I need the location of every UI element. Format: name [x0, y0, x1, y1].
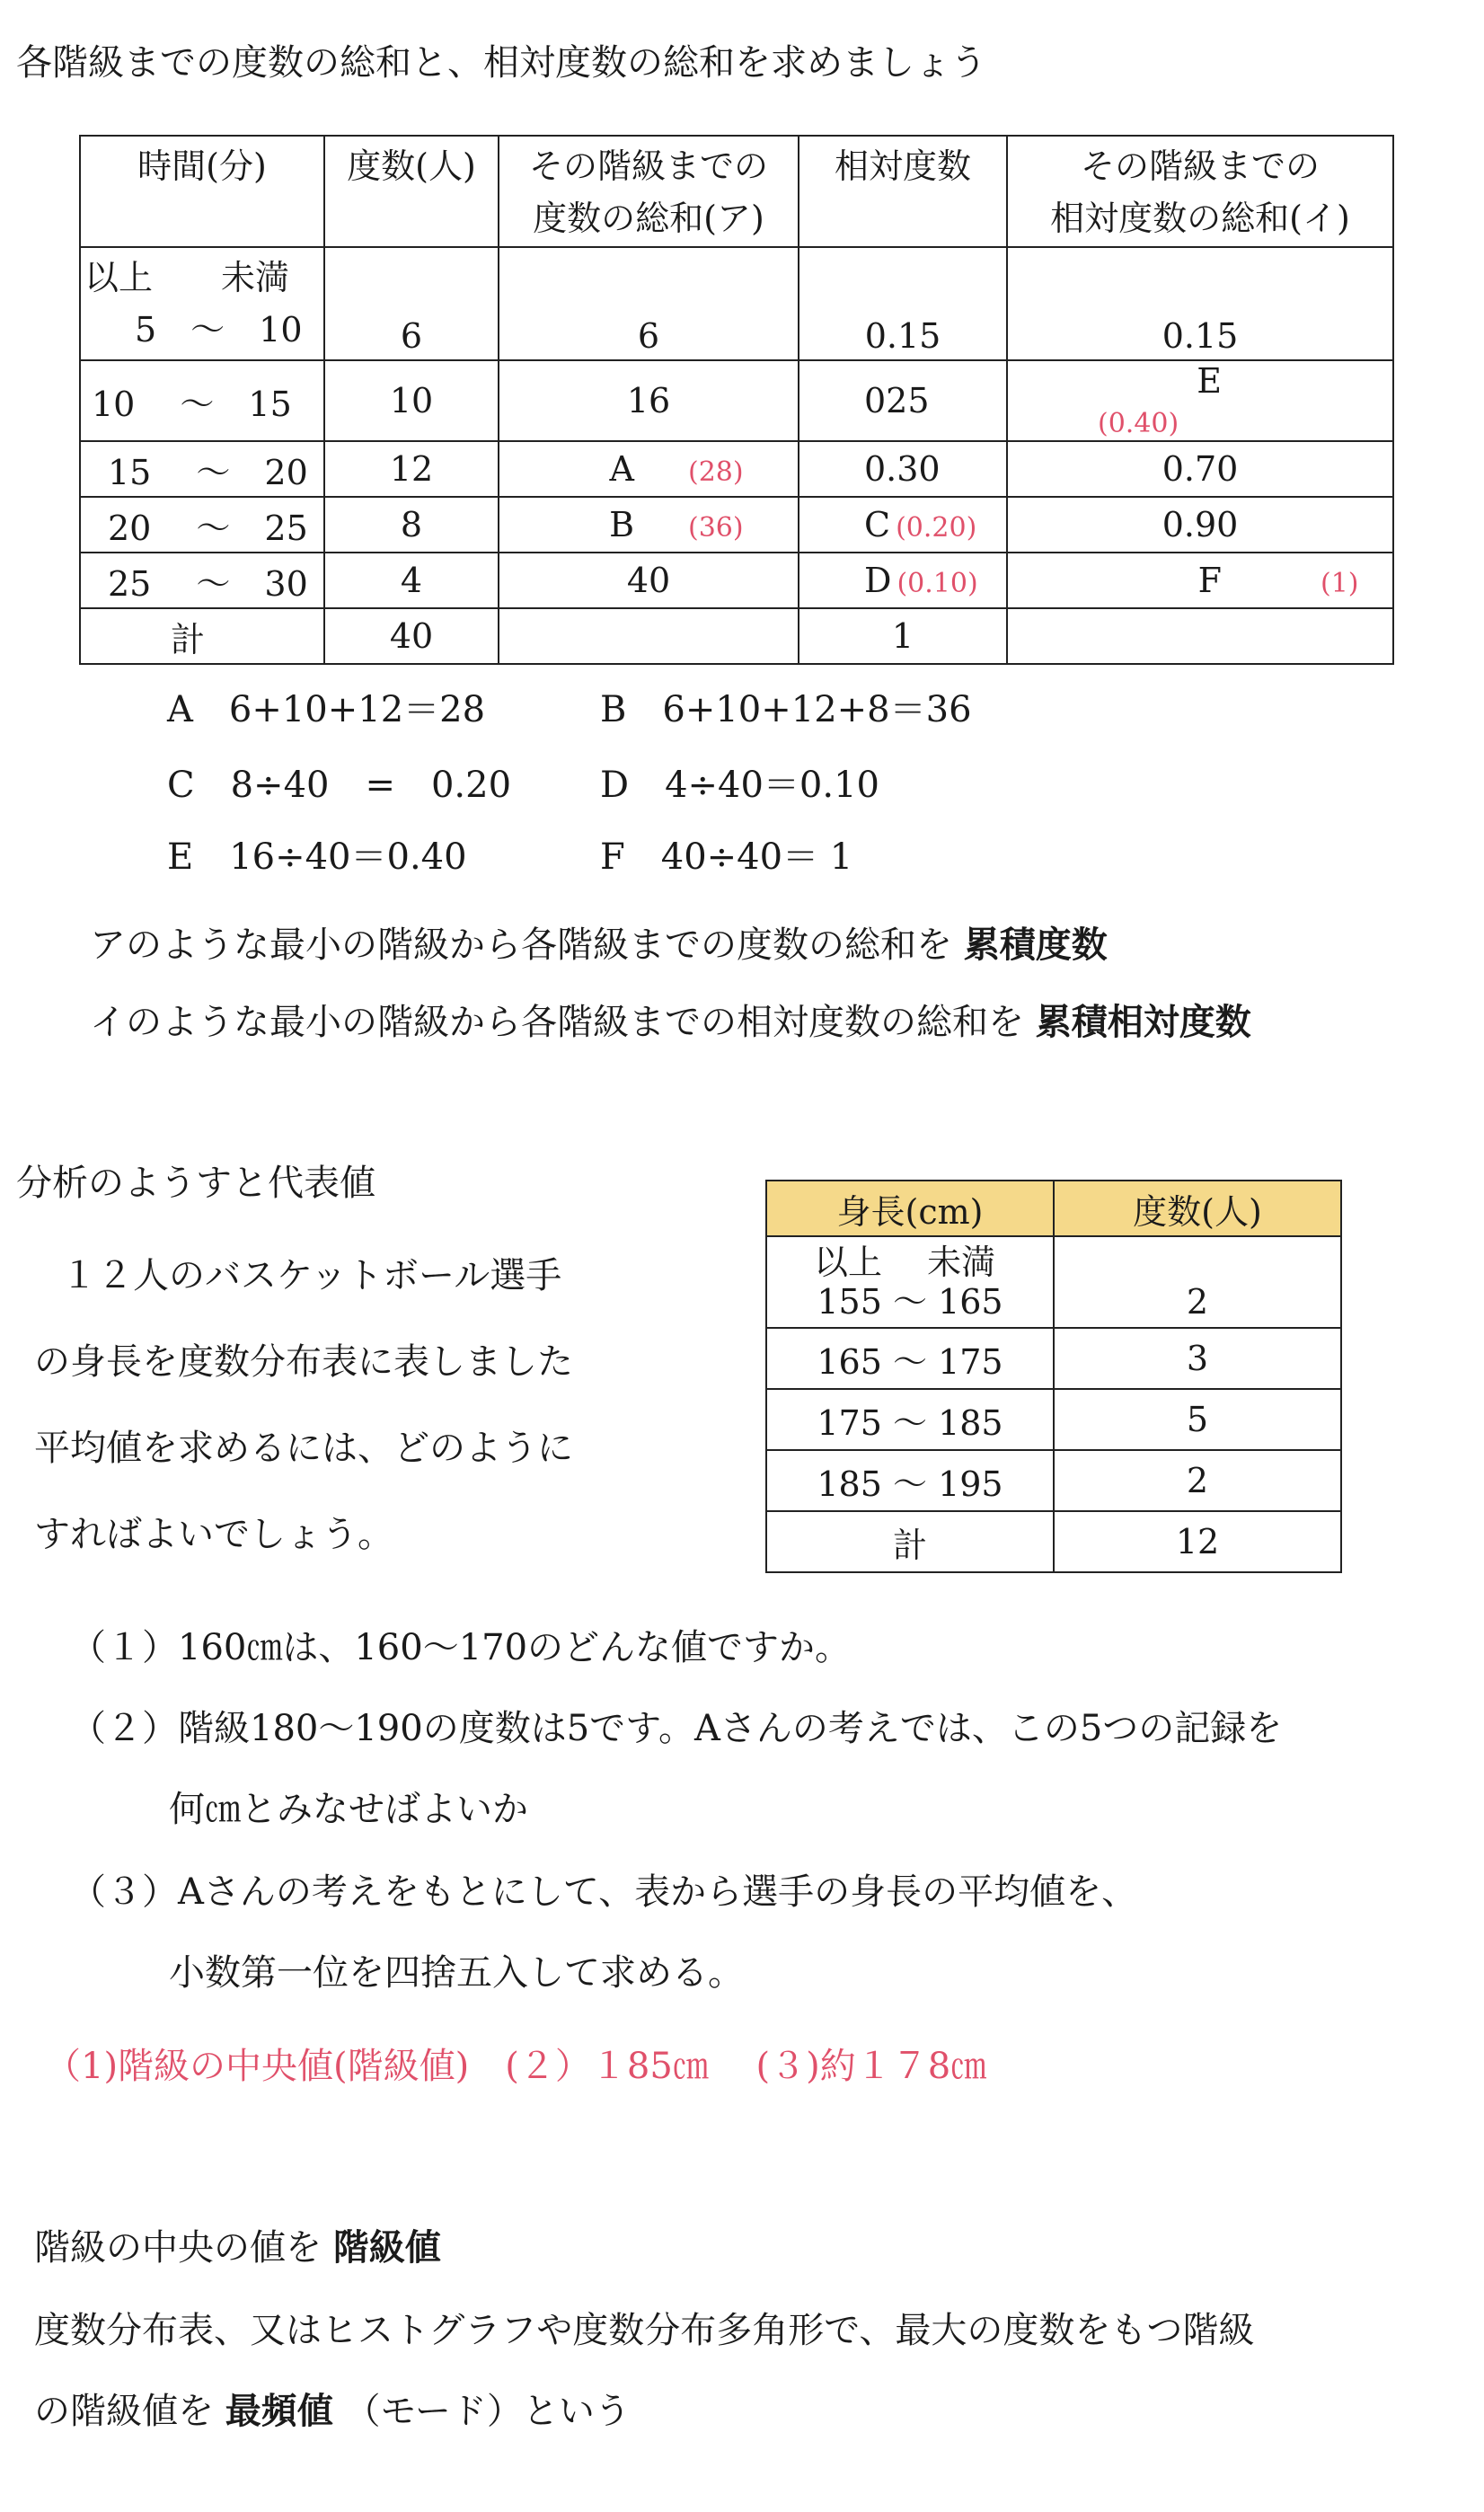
problem-paragraph: [34, 1233, 573, 1578]
question-2: （２）階級180～190の度数は5です。Aさんの考えでは、この5つの記録を: [70, 1708, 1283, 1749]
table-row: [80, 441, 1393, 497]
definition-term: 累積相対度数: [1035, 1002, 1251, 1043]
header-cumulative-relative-label: その階級までの 相対度数の総和(イ): [1050, 146, 1350, 238]
range-cell: 5 ～ 10: [135, 310, 303, 349]
total-label: 計: [766, 1511, 1054, 1572]
calc-d: D 4÷40＝0.10: [600, 765, 879, 806]
rel-cell: 0.30: [799, 441, 1007, 497]
table-row: [80, 553, 1393, 608]
cum-cell: A: [609, 449, 634, 489]
table-total-row: [766, 1511, 1341, 1572]
cumrel-answer-note: (0.40): [1098, 408, 1179, 439]
definition-cumulative-frequency: [90, 916, 1108, 968]
calc-c: C 8÷40 = 0.20: [167, 765, 512, 806]
question-1: （１）160㎝は、160～170のどんな値ですか。: [70, 1627, 852, 1668]
table-row: [80, 497, 1393, 553]
definition-text: 階級の中央の値を: [34, 2227, 322, 2269]
paragraph-line: すればよいでしょう。: [34, 1514, 393, 1555]
freq-cell: 5: [1054, 1389, 1341, 1450]
freq-cell: 8: [324, 497, 499, 553]
cum-cell: 40: [499, 553, 799, 608]
paragraph-line: １２人のバスケットボール選手: [61, 1255, 562, 1296]
rel-answer-note: (0.10): [897, 568, 978, 599]
rel-cell: 0.15: [799, 247, 1007, 360]
header-relative: [799, 136, 1007, 247]
range-cell: 165 ～ 175: [766, 1328, 1054, 1389]
calc-b: B 6+10+12+8＝36: [600, 689, 972, 730]
question-2-continued: 何㎝とみなせばよいか: [169, 1789, 528, 1830]
cum-answer-note: (28): [688, 456, 744, 488]
header-time: [80, 136, 324, 247]
range-cell: 155 ～ 165: [817, 1282, 1003, 1322]
cumrel-cell: 0.90: [1007, 497, 1393, 553]
cumrel-cell: 0.70: [1007, 441, 1393, 497]
freq-cell: 2: [1054, 1450, 1341, 1511]
calc-e: E 16÷40＝0.40: [167, 836, 467, 878]
definition-mode-line-1: 度数分布表、又はヒストグラフや度数分布多角形で、最大の度数をもつ階級: [34, 2310, 1255, 2351]
header-cumulative: [499, 136, 799, 247]
paragraph-line: 平均値を求めるには、どのように: [34, 1428, 573, 1469]
calc-a: A 6+10+12＝28: [167, 689, 486, 730]
header-time-label: 時間(分): [137, 146, 267, 186]
cum-cell: 6: [499, 247, 799, 360]
height-frequency-table: [765, 1180, 1342, 1573]
range-cell: 175 ～ 185: [766, 1389, 1054, 1450]
total-freq: 40: [324, 608, 499, 664]
range-cell: 20 ～ 25: [80, 497, 324, 553]
table-total-row: [80, 608, 1393, 664]
freq-cell: 4: [324, 553, 499, 608]
definition-mode-line-2: [34, 2383, 631, 2434]
freq-cell: 3: [1054, 1328, 1341, 1389]
table-row: [766, 1389, 1341, 1450]
freq-cell: 10: [324, 360, 499, 441]
calc-f: F 40÷40＝ 1: [600, 836, 853, 878]
freq-cell: 2: [1054, 1236, 1341, 1328]
total-label: 計: [80, 608, 324, 664]
rel-cell: C: [864, 505, 891, 544]
question-3: （３）Aさんの考えをもとにして、表から選手の身長の平均値を、: [70, 1871, 1138, 1913]
page-title: 各階級までの度数の総和と、相対度数の総和を求めましょう: [16, 42, 986, 84]
paragraph-line: の身長を度数分布表に表しました: [34, 1341, 573, 1383]
range-label-top: 以上 未満: [84, 258, 290, 297]
total-rel: 1: [799, 608, 1007, 664]
definition-text: アのような最小の階級から各階級までの度数の総和を: [90, 924, 952, 966]
header-frequency: [324, 136, 499, 247]
cumrel-cell: E: [1197, 361, 1222, 401]
cumulative-frequency-table: [79, 135, 1394, 665]
table-row: [766, 1450, 1341, 1511]
range-cell: 15 ～ 20: [80, 441, 324, 497]
cumrel-cell: 0.15: [1007, 247, 1393, 360]
header-cumulative-label: その階級までの 度数の総和(ア): [528, 146, 768, 238]
cumrel-answer-note: (1): [1321, 568, 1359, 599]
rel-cell: 025: [799, 360, 1007, 441]
range-cell: 25 ～ 30: [80, 553, 324, 608]
cum-answer-note: (36): [688, 512, 744, 544]
header-relative-label: 相対度数: [834, 146, 971, 186]
total-freq: 12: [1054, 1511, 1341, 1572]
definition-term: 最頻値: [225, 2391, 333, 2432]
definition-term: 累積度数: [963, 924, 1108, 966]
table-row: [766, 1236, 1341, 1328]
table-row: [766, 1328, 1341, 1389]
cumrel-cell: F: [1197, 561, 1222, 600]
header-height: 身長(cm): [766, 1181, 1054, 1236]
definition-text: イのような最小の階級から各階級までの相対度数の総和を: [90, 1002, 1024, 1043]
definition-rest: （モード）という: [344, 2391, 631, 2432]
definition-text: の階級値を: [34, 2391, 214, 2432]
header-frequency: 度数(人): [1054, 1181, 1341, 1236]
rel-cell: D: [864, 561, 892, 600]
cum-cell: B: [609, 505, 634, 544]
header-cumulative-relative: [1007, 136, 1393, 247]
range-label-top: 以上 未満: [814, 1243, 996, 1282]
definition-cumulative-relative-frequency: [90, 994, 1251, 1045]
table-row: [80, 247, 1393, 360]
definition-term: 階級値: [332, 2227, 441, 2269]
header-frequency-label: 度数(人): [347, 146, 476, 186]
question-3-continued: 小数第一位を四捨五入して求める。: [169, 1952, 744, 1994]
section-heading: 分析のようすと代表値: [16, 1163, 375, 1204]
range-cell: 10 ～ 15: [80, 360, 324, 441]
range-cell: 185 ～ 195: [766, 1450, 1054, 1511]
freq-cell: 6: [324, 247, 499, 360]
cum-cell: 16: [499, 360, 799, 441]
rel-answer-note: (0.20): [896, 512, 977, 544]
table-row: [80, 360, 1393, 441]
definition-class-value: [34, 2219, 441, 2270]
answer-line: （1)階級の中央値(階級値) (２）１85㎝ (３)約１７8㎝: [45, 2046, 987, 2087]
freq-cell: 12: [324, 441, 499, 497]
